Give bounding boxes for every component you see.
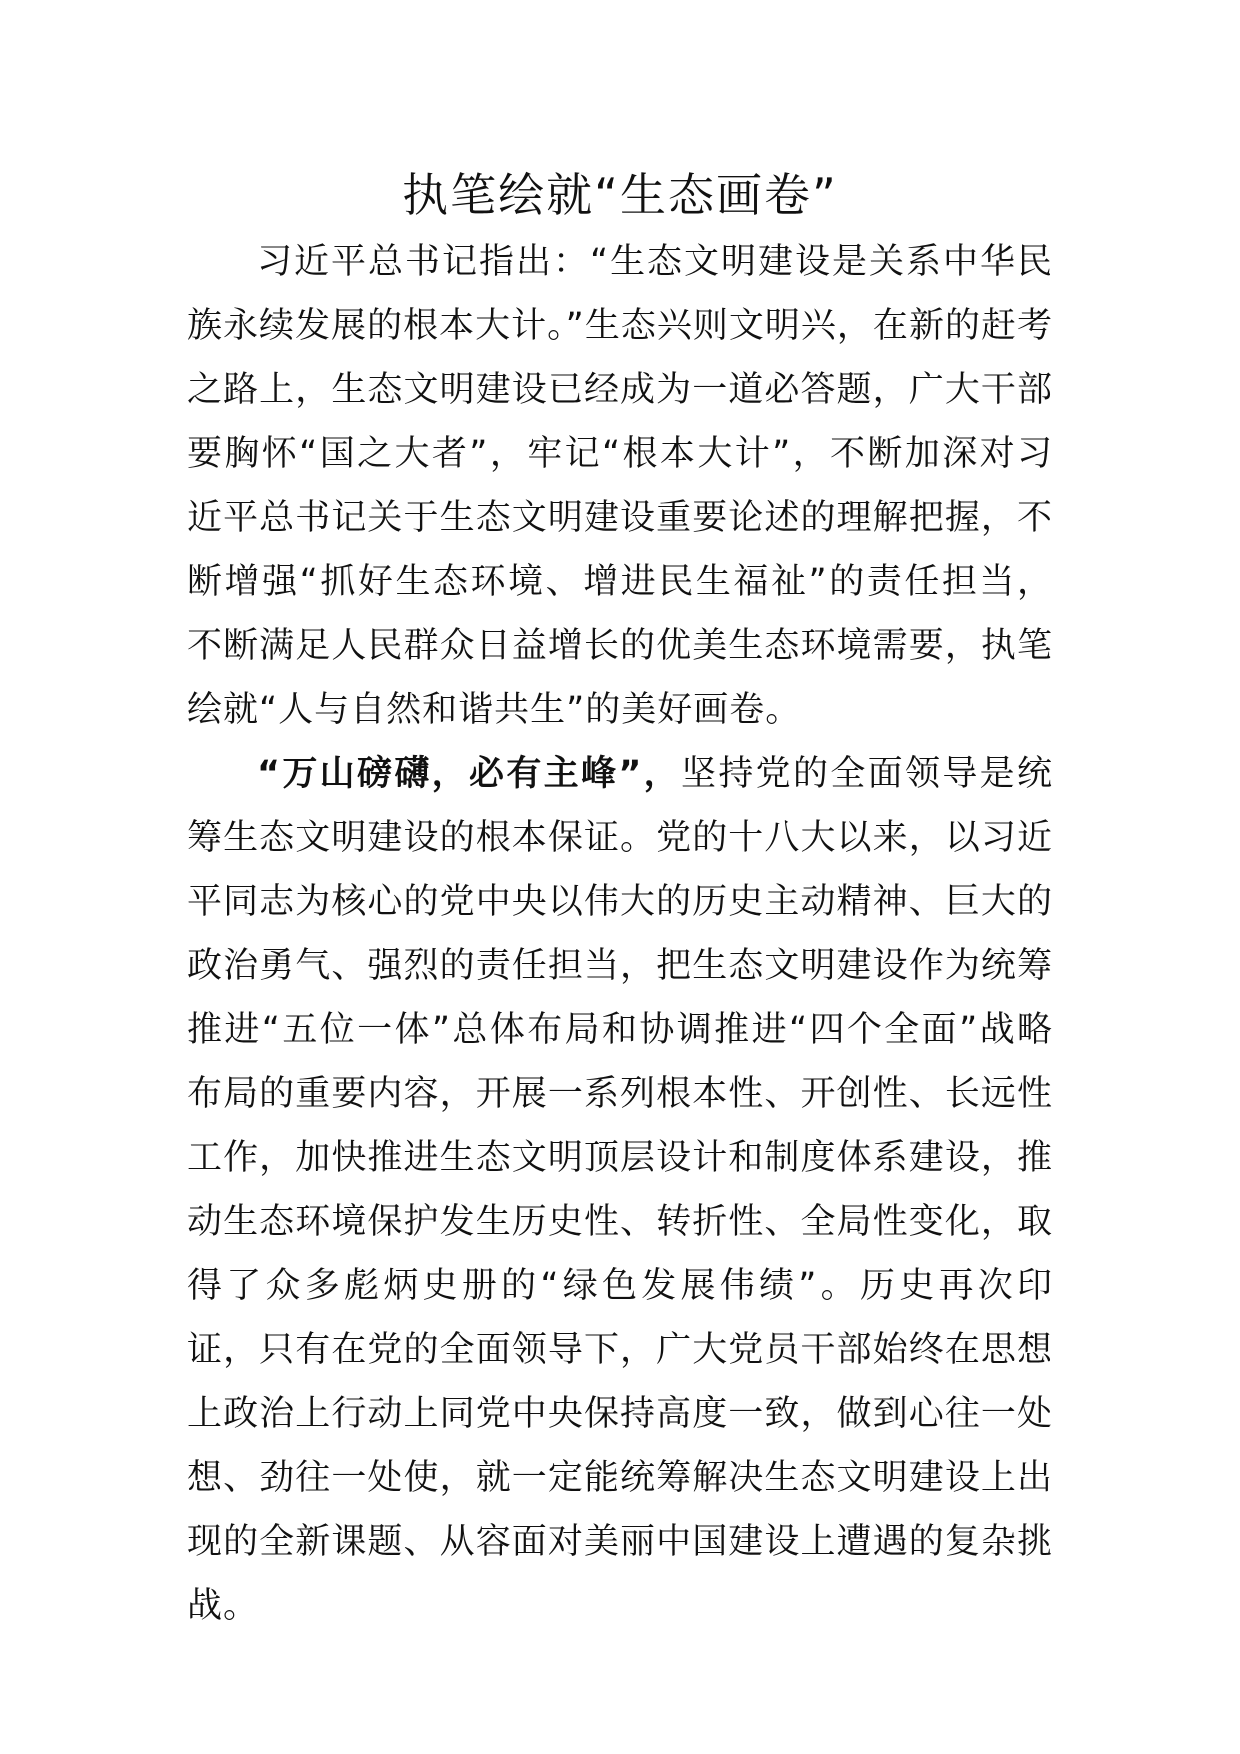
paragraph-2-text: 坚持党的全面领导是统筹生态文明建设的根本保证。党的十八大以来，以习近平同志为核心的党中央以伟大的历史主动精神、巨大的政治勇气、强烈的责任担当，把生态文明建设作为统筹推进“五位一体”总体布局和协调推进“四个全面”战略布局的重要内容，开展一系列根本性、开创性、长远性工作，加快推进生态文明顶层设计和制度体系建设，推动生态环境保护发生历史性、转折性、全局性变化，取得了众多彪炳史册的“绿色发展伟绩”。历史再次印证，只有在党的全面领导下，广大党员干部始终在思想上政治上行动上同党中央保持高度一致，做到心往一处想、劲往一处使，就一定能统筹解决生态文明建设上出现的全新课题、从容面对美丽中国建设上遭遇的复杂挑战。 (187, 754, 1053, 1626)
paragraph-1-text: 习近平总书记指出：“生态文明建设是关系中华民族永续发展的根本大计。”生态兴则文明兴，在新的赶考之路上，生态文明建设已经成为一道必答题，广大干部要胸怀“国之大者”，牢记“根本大计”，不断加深对习近平总书记关于生态文明建设重要论述的理解把握，不断增强“抓好生态环境、增进民生福祉”的责任担当，不断满足人民群众日益增长的优美生态环境需要，执笔绘就“人与自然和谐共生”的美好画卷。 (187, 242, 1053, 730)
document-title: 执笔绘就“生态画卷” (402, 168, 838, 222)
paragraph-2 (187, 742, 1053, 1638)
paragraph-1 (187, 230, 1053, 742)
paragraph-2-lead: “万山磅礴，必有主峰”， (257, 754, 681, 794)
document-body (187, 230, 1053, 1638)
